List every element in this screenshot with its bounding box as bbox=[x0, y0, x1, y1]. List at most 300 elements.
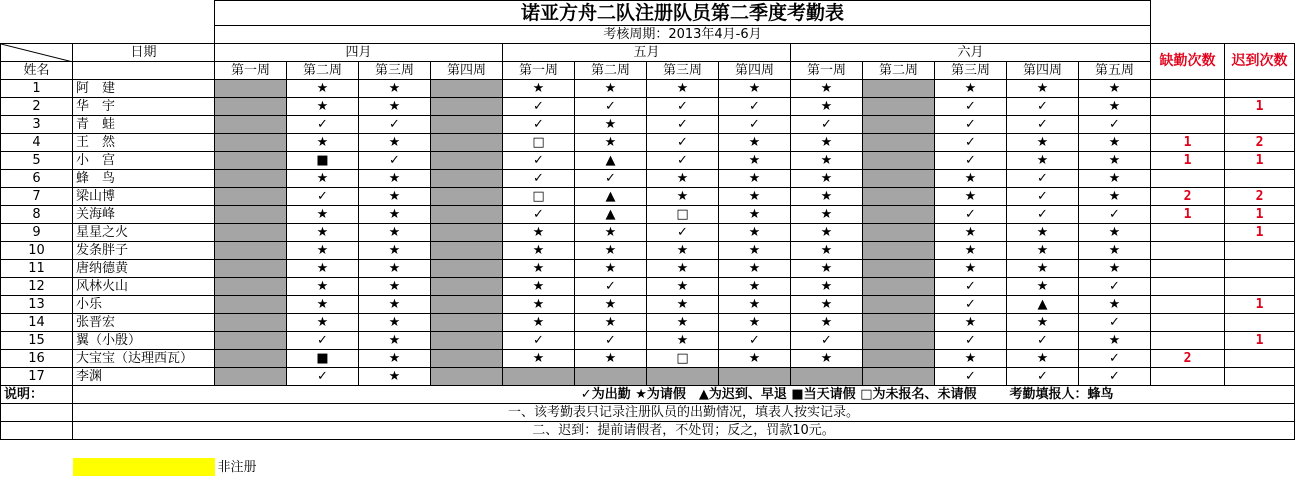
attendance-cell bbox=[935, 152, 1007, 170]
present-check-icon: ✓ bbox=[677, 117, 688, 132]
inactive-week-cell bbox=[719, 368, 791, 386]
inactive-week-cell bbox=[431, 242, 503, 260]
name-header: 姓名 bbox=[1, 62, 73, 80]
attendance-cell bbox=[1007, 134, 1079, 152]
inactive-week-cell bbox=[431, 98, 503, 116]
present-check-icon: ✓ bbox=[605, 171, 616, 186]
inactive-week-cell bbox=[431, 80, 503, 98]
member-name: 关海峰 bbox=[73, 206, 215, 224]
leave-star-icon: ★ bbox=[316, 261, 329, 276]
row-number: 4 bbox=[1, 134, 73, 152]
attendance-cell bbox=[287, 152, 359, 170]
late-count: 2 bbox=[1225, 188, 1295, 206]
table-row bbox=[1, 170, 1295, 188]
row-number: 17 bbox=[1, 368, 73, 386]
leave-star-icon: ★ bbox=[1108, 225, 1121, 240]
note-line: 二、迟到：提前请假者，不处罚；反之，罚款10元。 bbox=[73, 422, 1295, 440]
attendance-cell bbox=[791, 314, 863, 332]
attendance-cell bbox=[719, 350, 791, 368]
inactive-week-cell bbox=[863, 224, 935, 242]
table-row bbox=[1, 296, 1295, 314]
inactive-week-cell bbox=[863, 170, 935, 188]
leave-star-icon: ★ bbox=[388, 315, 401, 330]
attendance-cell bbox=[935, 134, 1007, 152]
attendance-cell bbox=[791, 116, 863, 134]
row-number: 11 bbox=[1, 260, 73, 278]
table-row bbox=[1, 350, 1295, 368]
attendance-cell bbox=[791, 206, 863, 224]
leave-star-icon: ★ bbox=[1108, 261, 1121, 276]
attendance-cell bbox=[719, 260, 791, 278]
attendance-cell bbox=[359, 242, 431, 260]
date-header: 日期 bbox=[73, 44, 215, 62]
leave-star-icon: ★ bbox=[748, 279, 761, 294]
attendance-cell bbox=[1007, 98, 1079, 116]
diagonal-header-cell bbox=[1, 44, 73, 62]
inactive-week-cell bbox=[431, 278, 503, 296]
attendance-cell bbox=[575, 152, 647, 170]
leave-star-icon: ★ bbox=[388, 171, 401, 186]
attendance-cell bbox=[935, 116, 1007, 134]
inactive-week-cell bbox=[647, 368, 719, 386]
attendance-cell bbox=[575, 332, 647, 350]
present-check-icon: ✓ bbox=[677, 99, 688, 114]
attendance-cell bbox=[287, 278, 359, 296]
leave-star-icon: ★ bbox=[820, 315, 833, 330]
leave-star-icon: ★ bbox=[964, 189, 977, 204]
attendance-cell bbox=[647, 350, 719, 368]
attendance-cell bbox=[359, 278, 431, 296]
leave-star-icon: ★ bbox=[676, 279, 689, 294]
absent-count bbox=[1151, 80, 1225, 98]
leave-star-icon: ★ bbox=[316, 297, 329, 312]
attendance-cell bbox=[1007, 206, 1079, 224]
inactive-week-cell bbox=[863, 296, 935, 314]
present-check-icon: ✓ bbox=[965, 297, 976, 312]
row-number: 15 bbox=[1, 332, 73, 350]
leave-star-icon: ★ bbox=[676, 333, 689, 348]
inactive-week-cell bbox=[215, 368, 287, 386]
week-header-june-3: 第三周 bbox=[935, 62, 1007, 80]
note-line: 一、该考勤表只记录注册队员的出勤情况，填表人按实记录。 bbox=[73, 404, 1295, 422]
attendance-cell bbox=[359, 188, 431, 206]
attendance-cell bbox=[1007, 314, 1079, 332]
leave-star-icon: ★ bbox=[1108, 333, 1121, 348]
inactive-week-cell bbox=[215, 80, 287, 98]
leave-star-icon: ★ bbox=[604, 243, 617, 258]
late-count: 1 bbox=[1225, 332, 1295, 350]
leave-star-icon: ★ bbox=[604, 117, 617, 132]
inactive-week-cell bbox=[863, 332, 935, 350]
absent-count bbox=[1151, 332, 1225, 350]
month-june: 六月 bbox=[791, 44, 1151, 62]
leave-star-icon: ★ bbox=[316, 315, 329, 330]
present-check-icon: ✓ bbox=[1109, 207, 1120, 222]
unregistered-box-icon: □ bbox=[676, 207, 689, 222]
leave-star-icon: ★ bbox=[964, 243, 977, 258]
present-check-icon: ✓ bbox=[965, 207, 976, 222]
absent-count bbox=[1151, 260, 1225, 278]
attendance-cell bbox=[719, 116, 791, 134]
leave-star-icon: ★ bbox=[676, 315, 689, 330]
attendance-cell bbox=[647, 206, 719, 224]
late-count: 2 bbox=[1225, 134, 1295, 152]
attendance-cell bbox=[575, 116, 647, 134]
attendance-cell bbox=[575, 314, 647, 332]
attendance-cell bbox=[647, 134, 719, 152]
present-check-icon: ✓ bbox=[389, 117, 400, 132]
attendance-cell bbox=[935, 98, 1007, 116]
attendance-cell bbox=[287, 98, 359, 116]
row-number: 13 bbox=[1, 296, 73, 314]
inactive-week-cell bbox=[863, 98, 935, 116]
leave-star-icon: ★ bbox=[1108, 153, 1121, 168]
week-header-june-4: 第四周 bbox=[1007, 62, 1079, 80]
present-check-icon: ✓ bbox=[1037, 117, 1048, 132]
attendance-cell bbox=[935, 296, 1007, 314]
attendance-cell bbox=[503, 206, 575, 224]
leave-star-icon: ★ bbox=[964, 81, 977, 96]
leave-star-icon: ★ bbox=[604, 261, 617, 276]
month-april: 四月 bbox=[215, 44, 503, 62]
member-name: 李渊 bbox=[73, 368, 215, 386]
late-count: 1 bbox=[1225, 224, 1295, 242]
attendance-cell bbox=[287, 332, 359, 350]
attendance-cell bbox=[503, 296, 575, 314]
legend-label: 说明： bbox=[1, 386, 73, 404]
attendance-cell bbox=[503, 170, 575, 188]
late-count: 1 bbox=[1225, 152, 1295, 170]
inactive-week-cell bbox=[431, 134, 503, 152]
absent-count: 2 bbox=[1151, 350, 1225, 368]
table-row bbox=[1, 152, 1295, 170]
leave-star-icon: ★ bbox=[820, 261, 833, 276]
attendance-cell bbox=[287, 80, 359, 98]
absent-count bbox=[1151, 296, 1225, 314]
attendance-cell bbox=[359, 98, 431, 116]
present-check-icon: ✓ bbox=[533, 171, 544, 186]
leave-star-icon: ★ bbox=[388, 135, 401, 150]
attendance-cell bbox=[287, 350, 359, 368]
present-check-icon: ✓ bbox=[1109, 369, 1120, 384]
attendance-cell bbox=[935, 188, 1007, 206]
leave-star-icon: ★ bbox=[1036, 315, 1049, 330]
leave-star-icon: ★ bbox=[748, 261, 761, 276]
table-row bbox=[1, 242, 1295, 260]
leave-star-icon: ★ bbox=[820, 171, 833, 186]
member-name: 小乐 bbox=[73, 296, 215, 314]
attendance-cell bbox=[503, 152, 575, 170]
attendance-cell bbox=[1007, 332, 1079, 350]
table-row bbox=[1, 278, 1295, 296]
late-count bbox=[1225, 242, 1295, 260]
absent-count: 1 bbox=[1151, 206, 1225, 224]
attendance-cell bbox=[1007, 224, 1079, 242]
row-number: 16 bbox=[1, 350, 73, 368]
leave-star-icon: ★ bbox=[820, 243, 833, 258]
leave-star-icon: ★ bbox=[388, 333, 401, 348]
leave-star-icon: ★ bbox=[820, 225, 833, 240]
attendance-cell bbox=[359, 152, 431, 170]
attendance-cell bbox=[503, 314, 575, 332]
present-check-icon: ✓ bbox=[965, 333, 976, 348]
row-number: 9 bbox=[1, 224, 73, 242]
attendance-cell bbox=[503, 224, 575, 242]
member-name: 翼（小殷） bbox=[73, 332, 215, 350]
attendance-cell bbox=[791, 278, 863, 296]
attendance-cell bbox=[791, 296, 863, 314]
attendance-cell bbox=[575, 206, 647, 224]
present-check-icon: ✓ bbox=[749, 333, 760, 348]
attendance-cell bbox=[1007, 80, 1079, 98]
attendance-cell bbox=[647, 152, 719, 170]
attendance-cell bbox=[935, 224, 1007, 242]
leave-star-icon: ★ bbox=[748, 315, 761, 330]
member-name: 风林火山 bbox=[73, 278, 215, 296]
late-count-header: 迟到次数 bbox=[1225, 44, 1295, 80]
attendance-cell bbox=[575, 80, 647, 98]
inactive-week-cell bbox=[863, 134, 935, 152]
present-check-icon: ✓ bbox=[965, 153, 976, 168]
leave-star-icon: ★ bbox=[1108, 297, 1121, 312]
attendance-cell bbox=[575, 260, 647, 278]
late-count bbox=[1225, 314, 1295, 332]
inactive-week-cell bbox=[863, 242, 935, 260]
leave-star-icon: ★ bbox=[532, 81, 545, 96]
leave-star-icon: ★ bbox=[532, 351, 545, 366]
attendance-cell bbox=[575, 242, 647, 260]
present-check-icon: ✓ bbox=[965, 369, 976, 384]
late-count: 1 bbox=[1225, 206, 1295, 224]
leave-star-icon: ★ bbox=[316, 243, 329, 258]
attendance-cell bbox=[791, 98, 863, 116]
inactive-week-cell bbox=[215, 170, 287, 188]
attendance-cell bbox=[935, 278, 1007, 296]
attendance-cell bbox=[359, 116, 431, 134]
table-row bbox=[1, 368, 1295, 386]
absent-count bbox=[1151, 278, 1225, 296]
attendance-cell bbox=[1079, 242, 1151, 260]
attendance-cell bbox=[1079, 116, 1151, 134]
attendance-cell bbox=[287, 170, 359, 188]
attendance-cell bbox=[647, 188, 719, 206]
attendance-cell bbox=[647, 278, 719, 296]
leave-star-icon: ★ bbox=[820, 81, 833, 96]
sheet-title: 诺亚方舟二队注册队员第二季度考勤表 bbox=[215, 1, 1151, 26]
attendance-cell bbox=[1007, 116, 1079, 134]
leave-star-icon: ★ bbox=[316, 81, 329, 96]
unregistered-box-icon: □ bbox=[676, 351, 689, 366]
table-row bbox=[1, 260, 1295, 278]
attendance-cell bbox=[1079, 206, 1151, 224]
attendance-cell bbox=[1079, 296, 1151, 314]
attendance-cell bbox=[791, 80, 863, 98]
week-header-may-1: 第一周 bbox=[503, 62, 575, 80]
attendance-cell bbox=[359, 296, 431, 314]
member-name: 梁山博 bbox=[73, 188, 215, 206]
leave-star-icon: ★ bbox=[604, 315, 617, 330]
inactive-week-cell bbox=[863, 368, 935, 386]
attendance-cell bbox=[719, 80, 791, 98]
attendance-cell bbox=[647, 98, 719, 116]
attendance-cell bbox=[503, 278, 575, 296]
attendance-cell bbox=[1007, 350, 1079, 368]
leave-star-icon: ★ bbox=[1108, 99, 1121, 114]
leave-star-icon: ★ bbox=[676, 81, 689, 96]
inactive-week-cell bbox=[431, 350, 503, 368]
attendance-cell bbox=[575, 350, 647, 368]
inactive-week-cell bbox=[503, 368, 575, 386]
absent-count: 1 bbox=[1151, 134, 1225, 152]
late-count bbox=[1225, 368, 1295, 386]
attendance-cell bbox=[719, 170, 791, 188]
attendance-cell bbox=[935, 368, 1007, 386]
inactive-week-cell bbox=[215, 152, 287, 170]
absent-count bbox=[1151, 368, 1225, 386]
inactive-week-cell bbox=[863, 206, 935, 224]
attendance-cell bbox=[287, 206, 359, 224]
inactive-week-cell bbox=[431, 296, 503, 314]
attendance-cell bbox=[359, 134, 431, 152]
inactive-week-cell bbox=[215, 134, 287, 152]
non-registered-label: 非注册 bbox=[217, 460, 257, 475]
present-check-icon: ✓ bbox=[677, 153, 688, 168]
inactive-week-cell bbox=[215, 116, 287, 134]
inactive-week-cell bbox=[431, 314, 503, 332]
inactive-week-cell bbox=[215, 206, 287, 224]
leave-star-icon: ★ bbox=[316, 207, 329, 222]
inactive-week-cell bbox=[791, 368, 863, 386]
leave-star-icon: ★ bbox=[388, 369, 401, 384]
attendance-cell bbox=[1079, 80, 1151, 98]
leave-star-icon: ★ bbox=[748, 243, 761, 258]
leave-star-icon: ★ bbox=[1036, 135, 1049, 150]
leave-star-icon: ★ bbox=[532, 225, 545, 240]
absent-count-header: 缺勤次数 bbox=[1151, 44, 1225, 80]
leave-star-icon: ★ bbox=[604, 81, 617, 96]
table-row bbox=[1, 80, 1295, 98]
attendance-cell bbox=[719, 98, 791, 116]
sameday-square-icon: ■ bbox=[316, 351, 329, 366]
attendance-cell bbox=[503, 134, 575, 152]
attendance-cell bbox=[287, 134, 359, 152]
table-row bbox=[1, 98, 1295, 116]
attendance-cell bbox=[359, 224, 431, 242]
attendance-cell bbox=[647, 314, 719, 332]
member-name: 星星之火 bbox=[73, 224, 215, 242]
attendance-cell bbox=[719, 134, 791, 152]
row-number: 5 bbox=[1, 152, 73, 170]
table-row bbox=[1, 332, 1295, 350]
week-header-april-4: 第四周 bbox=[431, 62, 503, 80]
month-may: 五月 bbox=[503, 44, 791, 62]
member-name: 王 然 bbox=[73, 134, 215, 152]
absent-count: 2 bbox=[1151, 188, 1225, 206]
member-name: 蜂 鸟 bbox=[73, 170, 215, 188]
leave-star-icon: ★ bbox=[604, 297, 617, 312]
week-header-april-3: 第三周 bbox=[359, 62, 431, 80]
present-check-icon: ✓ bbox=[605, 99, 616, 114]
attendance-cell bbox=[575, 296, 647, 314]
row-number: 1 bbox=[1, 80, 73, 98]
inactive-week-cell bbox=[215, 314, 287, 332]
inactive-week-cell bbox=[215, 188, 287, 206]
period-label: 考核周期：2013年4月-6月 bbox=[215, 26, 1151, 44]
attendance-cell bbox=[1079, 152, 1151, 170]
leave-star-icon: ★ bbox=[748, 81, 761, 96]
inactive-week-cell bbox=[215, 260, 287, 278]
attendance-cell bbox=[1079, 188, 1151, 206]
inactive-week-cell bbox=[431, 260, 503, 278]
leave-star-icon: ★ bbox=[1108, 135, 1121, 150]
attendance-cell bbox=[1079, 260, 1151, 278]
table-row bbox=[1, 188, 1295, 206]
week-header-april-2: 第二周 bbox=[287, 62, 359, 80]
attendance-cell bbox=[287, 260, 359, 278]
row-number: 10 bbox=[1, 242, 73, 260]
attendance-cell bbox=[935, 260, 1007, 278]
present-check-icon: ✓ bbox=[389, 153, 400, 168]
absent-count bbox=[1151, 170, 1225, 188]
attendance-cell bbox=[359, 368, 431, 386]
leave-star-icon: ★ bbox=[964, 261, 977, 276]
member-name: 张晋宏 bbox=[73, 314, 215, 332]
leave-star-icon: ★ bbox=[316, 225, 329, 240]
attendance-cell bbox=[503, 260, 575, 278]
leave-star-icon: ★ bbox=[748, 351, 761, 366]
present-check-icon: ✓ bbox=[1037, 207, 1048, 222]
attendance-cell bbox=[503, 80, 575, 98]
attendance-cell bbox=[647, 296, 719, 314]
leave-star-icon: ★ bbox=[316, 99, 329, 114]
sameday-square-icon: ■ bbox=[316, 153, 329, 168]
leave-star-icon: ★ bbox=[532, 279, 545, 294]
attendance-cell bbox=[503, 332, 575, 350]
attendance-cell bbox=[647, 170, 719, 188]
present-check-icon: ✓ bbox=[749, 117, 760, 132]
attendance-cell bbox=[575, 98, 647, 116]
attendance-cell bbox=[791, 242, 863, 260]
late-triangle-icon: ▲ bbox=[1037, 297, 1048, 312]
attendance-cell bbox=[935, 332, 1007, 350]
attendance-cell bbox=[791, 332, 863, 350]
inactive-week-cell bbox=[215, 296, 287, 314]
attendance-cell bbox=[935, 314, 1007, 332]
leave-star-icon: ★ bbox=[1036, 153, 1049, 168]
inactive-week-cell bbox=[431, 332, 503, 350]
present-check-icon: ✓ bbox=[749, 99, 760, 114]
attendance-cell bbox=[359, 314, 431, 332]
attendance-cell bbox=[1079, 224, 1151, 242]
attendance-cell bbox=[791, 224, 863, 242]
attendance-cell bbox=[575, 170, 647, 188]
leave-star-icon: ★ bbox=[676, 243, 689, 258]
week-header-april-1: 第一周 bbox=[215, 62, 287, 80]
leave-star-icon: ★ bbox=[388, 207, 401, 222]
table-row bbox=[1, 116, 1295, 134]
leave-star-icon: ★ bbox=[604, 225, 617, 240]
leave-star-icon: ★ bbox=[820, 279, 833, 294]
leave-star-icon: ★ bbox=[676, 189, 689, 204]
attendance-cell bbox=[287, 242, 359, 260]
row-number: 2 bbox=[1, 98, 73, 116]
attendance-cell bbox=[647, 116, 719, 134]
present-check-icon: ✓ bbox=[1109, 315, 1120, 330]
present-check-icon: ✓ bbox=[965, 279, 976, 294]
legend-filler: 考勤填报人：蜂鸟 bbox=[1007, 386, 1295, 404]
attendance-cell bbox=[719, 224, 791, 242]
present-check-icon: ✓ bbox=[533, 99, 544, 114]
